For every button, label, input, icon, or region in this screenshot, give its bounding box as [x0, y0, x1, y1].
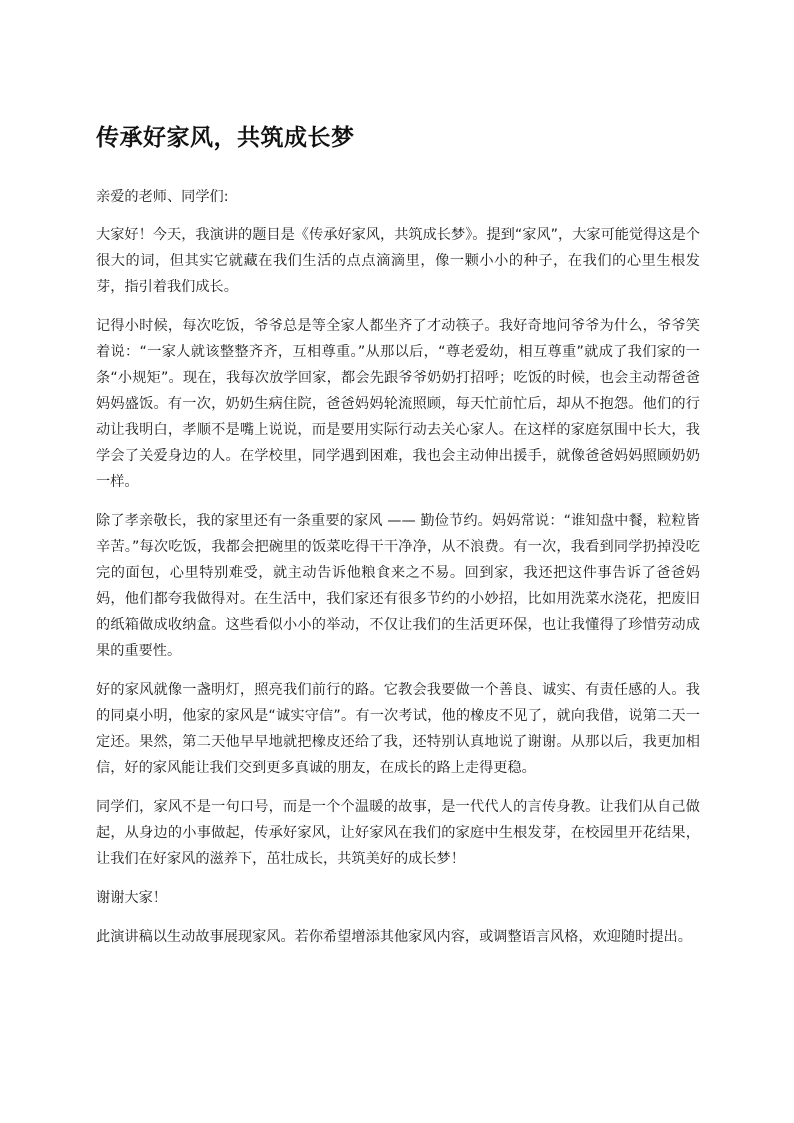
salutation: 亲爱的老师、同学们: — [96, 189, 229, 205]
paragraph-thanks: 谢谢大家！ — [96, 890, 167, 906]
paragraph-conclusion: 同学们，家风不是一句口号，而是一个个温暖的故事，是一代代人的言传身教。让我们从自己做起，从身边的小事做起，传承好家风，让好家风在我们的家庭中生根发芽，在校园里开花结果，让我们在好家风的滋养下，茁壮成长，共筑美好的成长梦！ — [96, 799, 700, 867]
paragraph-opening: 大家好！今天，我演讲的题目是《传承好家风，共筑成长梦》。提到“家风”，大家可能觉得这是个很大的词，但其实它就藏在我们生活的点点滴滴里，像一颗小小的种子，在我们的心里生根发芽，指引着我们成长。 — [96, 227, 700, 295]
paragraph-respect-elders: 记得小时候，每次吃饭，爷爷总是等全家人都坐齐了才动筷子。我好奇地问爷爷为什么，爷爷笑着说：“一家人就该整整齐齐，互相尊重。”从那以后，“尊老爱幼，相互尊重”就成了我们家的一条“小规矩”。现在，我每次放学回家，都会先跟爷爷奶奶打招呼；吃饭的时候，也会主动帮爸爸妈妈盛饭。有一次，奶奶生病住院，爸爸妈妈轮流照顾，每天忙前忙后，却从不抱怨。他们的行动让我明白，孝顺不是嘴上说说，而是要用实际行动去关心家人。在这样的家庭氛围中长大，我学会了关爱身边的人。在学校里，同学遇到困难，我也会主动伸出援手，就像爸爸妈妈照顾奶奶一样。 — [96, 318, 700, 490]
page-title: 传承好家风，共筑成长梦 — [96, 125, 355, 151]
paragraph-honesty: 好的家风就像一盏明灯，照亮我们前行的路。它教会我要做一个善良、诚实、有责任感的人。我的同桌小明，他家的家风是“诚实守信”。有一次考试，他的橡皮不见了，就向我借，说第二天一定还。果然，第二天他早早地就把橡皮还给了我，还特别认真地说了谢谢。从那以后，我更加相信，好的家风能让我们交到更多真诚的朋友，在成长的路上走得更稳。 — [96, 682, 700, 776]
paragraph-note: 此演讲稿以生动故事展现家风。若你希望增添其他家风内容，或调整语言风格，欢迎随时提出。 — [96, 929, 692, 945]
document-body — [96, 118, 700, 963]
paragraph-frugality: 除了孝亲敬长，我的家里还有一条重要的家风 —— 勤俭节约。妈妈常说：“谁知盘中餐，粒粒皆辛苦。”每次吃饭，我都会把碗里的饭菜吃得干干净净，从不浪费。有一次，我看到同学扔掉没吃完的面包，心里特别难受，就主动告诉他粮食来之不易。回到家，我还把这件事告诉了爸爸妈妈，他们都夸我做得对。在生活中，我们家还有很多节约的小妙招，比如用洗菜水浇花，把废旧的纸箱做成收纳盒。这些看似小小的举动，不仅让我们的生活更环保，也让我懂得了珍惜劳动成果的重要性。 — [96, 513, 700, 659]
